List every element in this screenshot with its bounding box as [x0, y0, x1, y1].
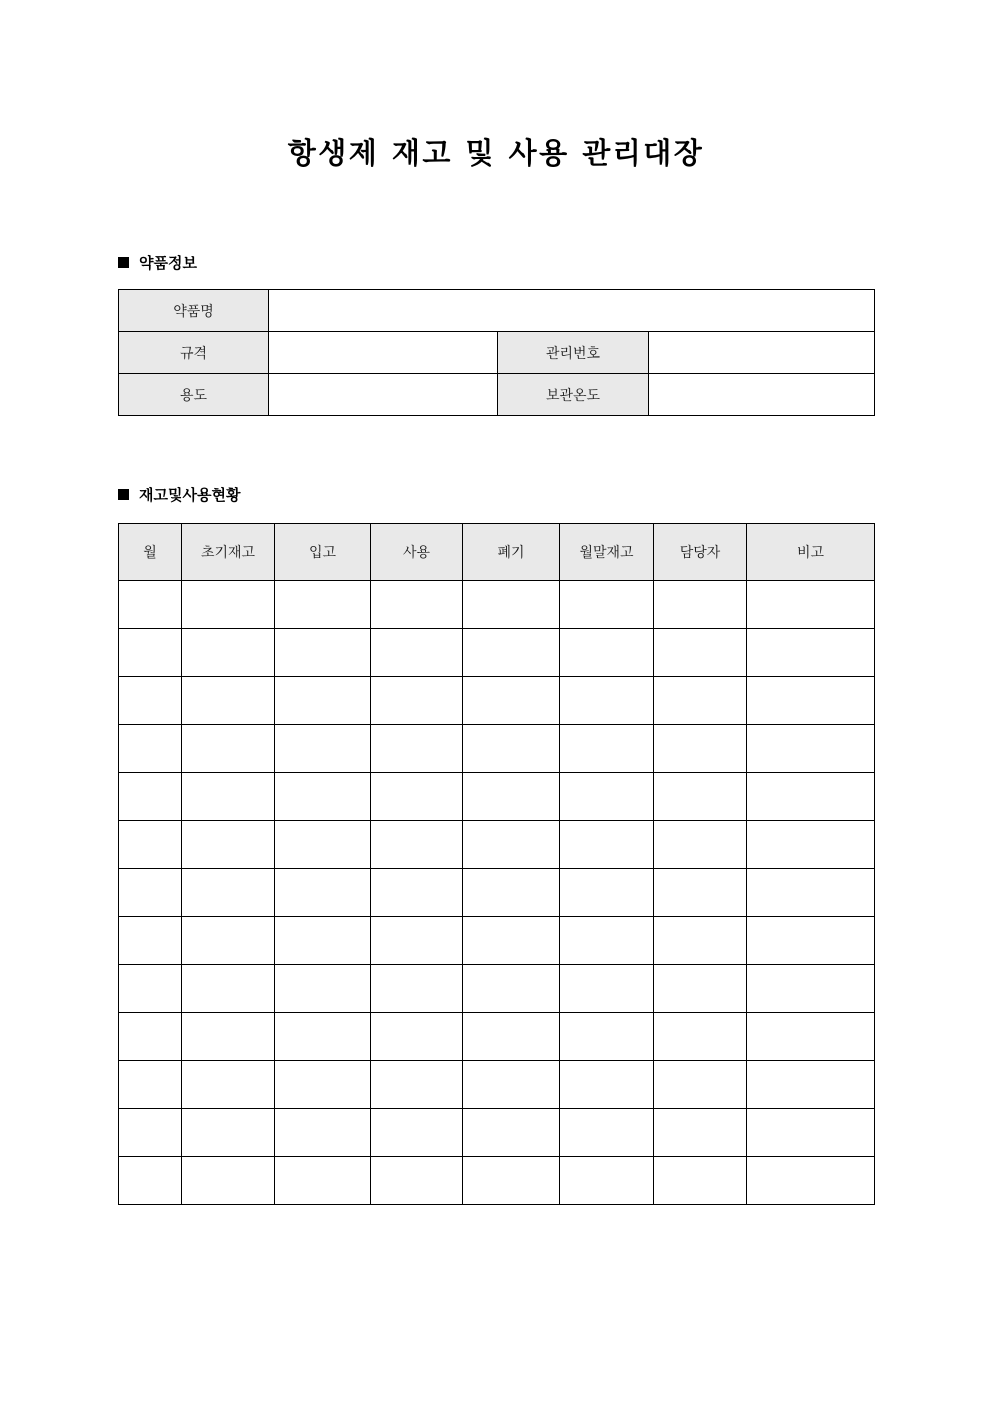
- cell-r2-c1[interactable]: [182, 677, 275, 725]
- cell-r5-c7[interactable]: [747, 821, 875, 869]
- cell-r9-c2[interactable]: [275, 1013, 371, 1061]
- cell-r1-c3[interactable]: [371, 629, 463, 677]
- cell-r7-c0[interactable]: [119, 917, 182, 965]
- cell-r2-c5[interactable]: [560, 677, 654, 725]
- cell-r10-c6[interactable]: [654, 1061, 747, 1109]
- cell-r3-c1[interactable]: [182, 725, 275, 773]
- cell-r0-c3[interactable]: [371, 581, 463, 629]
- cell-r11-c1[interactable]: [182, 1109, 275, 1157]
- cell-r12-c5[interactable]: [560, 1157, 654, 1205]
- cell-r3-c0[interactable]: [119, 725, 182, 773]
- cell-r8-c7[interactable]: [747, 965, 875, 1013]
- cell-r0-c4[interactable]: [463, 581, 560, 629]
- cell-value-spec[interactable]: [269, 332, 498, 374]
- cell-r3-c6[interactable]: [654, 725, 747, 773]
- cell-r6-c7[interactable]: [747, 869, 875, 917]
- cell-r2-c0[interactable]: [119, 677, 182, 725]
- column-header-3: 사용: [371, 524, 463, 581]
- table-row: [119, 290, 875, 332]
- cell-r12-c2[interactable]: [275, 1157, 371, 1205]
- cell-r12-c3[interactable]: [371, 1157, 463, 1205]
- table-row: [119, 1157, 875, 1205]
- cell-r6-c4[interactable]: [463, 869, 560, 917]
- cell-r9-c3[interactable]: [371, 1013, 463, 1061]
- cell-r9-c1[interactable]: [182, 1013, 275, 1061]
- page-title: 항생제 재고 및 사용 관리대장: [287, 136, 705, 170]
- cell-r0-c7[interactable]: [747, 581, 875, 629]
- section-heading-drug-info: [118, 252, 197, 273]
- cell-r7-c2[interactable]: [275, 917, 371, 965]
- cell-r5-c1[interactable]: [182, 821, 275, 869]
- cell-r8-c3[interactable]: [371, 965, 463, 1013]
- table-header-row: [119, 524, 875, 581]
- table-body: [119, 581, 875, 1205]
- cell-label-storage-temperature: 보관온도: [498, 374, 649, 416]
- cell-r6-c2[interactable]: [275, 869, 371, 917]
- cell-r11-c6[interactable]: [654, 1109, 747, 1157]
- cell-r11-c7[interactable]: [747, 1109, 875, 1157]
- cell-r0-c6[interactable]: [654, 581, 747, 629]
- cell-r10-c4[interactable]: [463, 1061, 560, 1109]
- cell-r2-c6[interactable]: [654, 677, 747, 725]
- cell-r5-c5[interactable]: [560, 821, 654, 869]
- cell-r9-c0[interactable]: [119, 1013, 182, 1061]
- cell-r2-c2[interactable]: [275, 677, 371, 725]
- cell-r7-c4[interactable]: [463, 917, 560, 965]
- cell-r9-c4[interactable]: [463, 1013, 560, 1061]
- cell-value-purpose[interactable]: [269, 374, 498, 416]
- cell-r4-c6[interactable]: [654, 773, 747, 821]
- cell-r11-c2[interactable]: [275, 1109, 371, 1157]
- cell-label-drug-name: 약품명: [119, 290, 269, 332]
- cell-r8-c6[interactable]: [654, 965, 747, 1013]
- cell-r1-c0[interactable]: [119, 629, 182, 677]
- cell-r1-c1[interactable]: [182, 629, 275, 677]
- cell-r7-c5[interactable]: [560, 917, 654, 965]
- cell-r10-c3[interactable]: [371, 1061, 463, 1109]
- column-header-6: 담당자: [654, 524, 747, 581]
- table-row: [119, 773, 875, 821]
- cell-r10-c2[interactable]: [275, 1061, 371, 1109]
- cell-r12-c7[interactable]: [747, 1157, 875, 1205]
- cell-r2-c3[interactable]: [371, 677, 463, 725]
- cell-r8-c4[interactable]: [463, 965, 560, 1013]
- cell-r3-c2[interactable]: [275, 725, 371, 773]
- cell-label-management-number: 관리번호: [498, 332, 649, 374]
- cell-value-drug-name[interactable]: [269, 290, 875, 332]
- cell-r1-c4[interactable]: [463, 629, 560, 677]
- cell-r3-c4[interactable]: [463, 725, 560, 773]
- cell-r11-c4[interactable]: [463, 1109, 560, 1157]
- cell-r5-c6[interactable]: [654, 821, 747, 869]
- cell-r5-c3[interactable]: [371, 821, 463, 869]
- cell-r5-c2[interactable]: [275, 821, 371, 869]
- cell-r11-c3[interactable]: [371, 1109, 463, 1157]
- cell-r6-c1[interactable]: [182, 869, 275, 917]
- cell-r0-c5[interactable]: [560, 581, 654, 629]
- table-row: [119, 629, 875, 677]
- cell-r12-c4[interactable]: [463, 1157, 560, 1205]
- cell-label-spec: 규격: [119, 332, 269, 374]
- column-header-4: 폐기: [463, 524, 560, 581]
- cell-r0-c2[interactable]: [275, 581, 371, 629]
- cell-r8-c1[interactable]: [182, 965, 275, 1013]
- table-row: [119, 677, 875, 725]
- cell-r10-c0[interactable]: [119, 1061, 182, 1109]
- inventory-usage-table: [118, 523, 875, 1205]
- cell-r6-c3[interactable]: [371, 869, 463, 917]
- cell-r8-c2[interactable]: [275, 965, 371, 1013]
- cell-r12-c1[interactable]: [182, 1157, 275, 1205]
- table-row: [119, 581, 875, 629]
- table-row: [119, 725, 875, 773]
- table-row: [119, 821, 875, 869]
- column-header-7: 비고: [747, 524, 875, 581]
- column-header-2: 입고: [275, 524, 371, 581]
- cell-r2-c7[interactable]: [747, 677, 875, 725]
- table-row: [119, 1061, 875, 1109]
- cell-r12-c0[interactable]: [119, 1157, 182, 1205]
- cell-r1-c5[interactable]: [560, 629, 654, 677]
- cell-r4-c4[interactable]: [463, 773, 560, 821]
- cell-r1-c2[interactable]: [275, 629, 371, 677]
- cell-r3-c5[interactable]: [560, 725, 654, 773]
- cell-r7-c6[interactable]: [654, 917, 747, 965]
- cell-r11-c0[interactable]: [119, 1109, 182, 1157]
- section-heading-label: 약품정보: [139, 254, 197, 272]
- cell-r7-c3[interactable]: [371, 917, 463, 965]
- table-row: [119, 374, 875, 416]
- cell-r7-c1[interactable]: [182, 917, 275, 965]
- cell-r4-c5[interactable]: [560, 773, 654, 821]
- cell-r6-c5[interactable]: [560, 869, 654, 917]
- table-row: [119, 869, 875, 917]
- cell-r3-c7[interactable]: [747, 725, 875, 773]
- section-heading-usage-status: [118, 484, 240, 505]
- cell-r0-c0[interactable]: [119, 581, 182, 629]
- drug-info-table: [118, 289, 875, 416]
- cell-value-storage-temperature[interactable]: [649, 374, 875, 416]
- column-header-5: 월말재고: [560, 524, 654, 581]
- cell-r9-c5[interactable]: [560, 1013, 654, 1061]
- section-heading-label: 재고및사용현황: [139, 486, 241, 504]
- cell-label-purpose: 용도: [119, 374, 269, 416]
- cell-r7-c7[interactable]: [747, 917, 875, 965]
- cell-r4-c1[interactable]: [182, 773, 275, 821]
- cell-r2-c4[interactable]: [463, 677, 560, 725]
- cell-r9-c6[interactable]: [654, 1013, 747, 1061]
- table-row: [119, 1109, 875, 1157]
- cell-r8-c0[interactable]: [119, 965, 182, 1013]
- column-header-0: 월: [119, 524, 182, 581]
- cell-r6-c0[interactable]: [119, 869, 182, 917]
- table-row: [119, 332, 875, 374]
- cell-r9-c7[interactable]: [747, 1013, 875, 1061]
- column-header-1: 초기재고: [182, 524, 275, 581]
- cell-r11-c5[interactable]: [560, 1109, 654, 1157]
- cell-r8-c5[interactable]: [560, 965, 654, 1013]
- cell-r10-c7[interactable]: [747, 1061, 875, 1109]
- cell-r10-c5[interactable]: [560, 1061, 654, 1109]
- cell-r6-c6[interactable]: [654, 869, 747, 917]
- cell-r10-c1[interactable]: [182, 1061, 275, 1109]
- cell-r4-c2[interactable]: [275, 773, 371, 821]
- cell-r4-c7[interactable]: [747, 773, 875, 821]
- table-row: [119, 965, 875, 1013]
- square-bullet-icon: [118, 489, 129, 500]
- table-row: [119, 1013, 875, 1061]
- table-row: [119, 917, 875, 965]
- cell-r5-c0[interactable]: [119, 821, 182, 869]
- cell-r1-c6[interactable]: [654, 629, 747, 677]
- cell-value-management-number[interactable]: [649, 332, 875, 374]
- cell-r3-c3[interactable]: [371, 725, 463, 773]
- cell-r12-c6[interactable]: [654, 1157, 747, 1205]
- cell-r1-c7[interactable]: [747, 629, 875, 677]
- cell-r4-c0[interactable]: [119, 773, 182, 821]
- cell-r4-c3[interactable]: [371, 773, 463, 821]
- square-bullet-icon: [118, 257, 129, 268]
- table-header: [119, 524, 875, 581]
- cell-r5-c4[interactable]: [463, 821, 560, 869]
- cell-r0-c1[interactable]: [182, 581, 275, 629]
